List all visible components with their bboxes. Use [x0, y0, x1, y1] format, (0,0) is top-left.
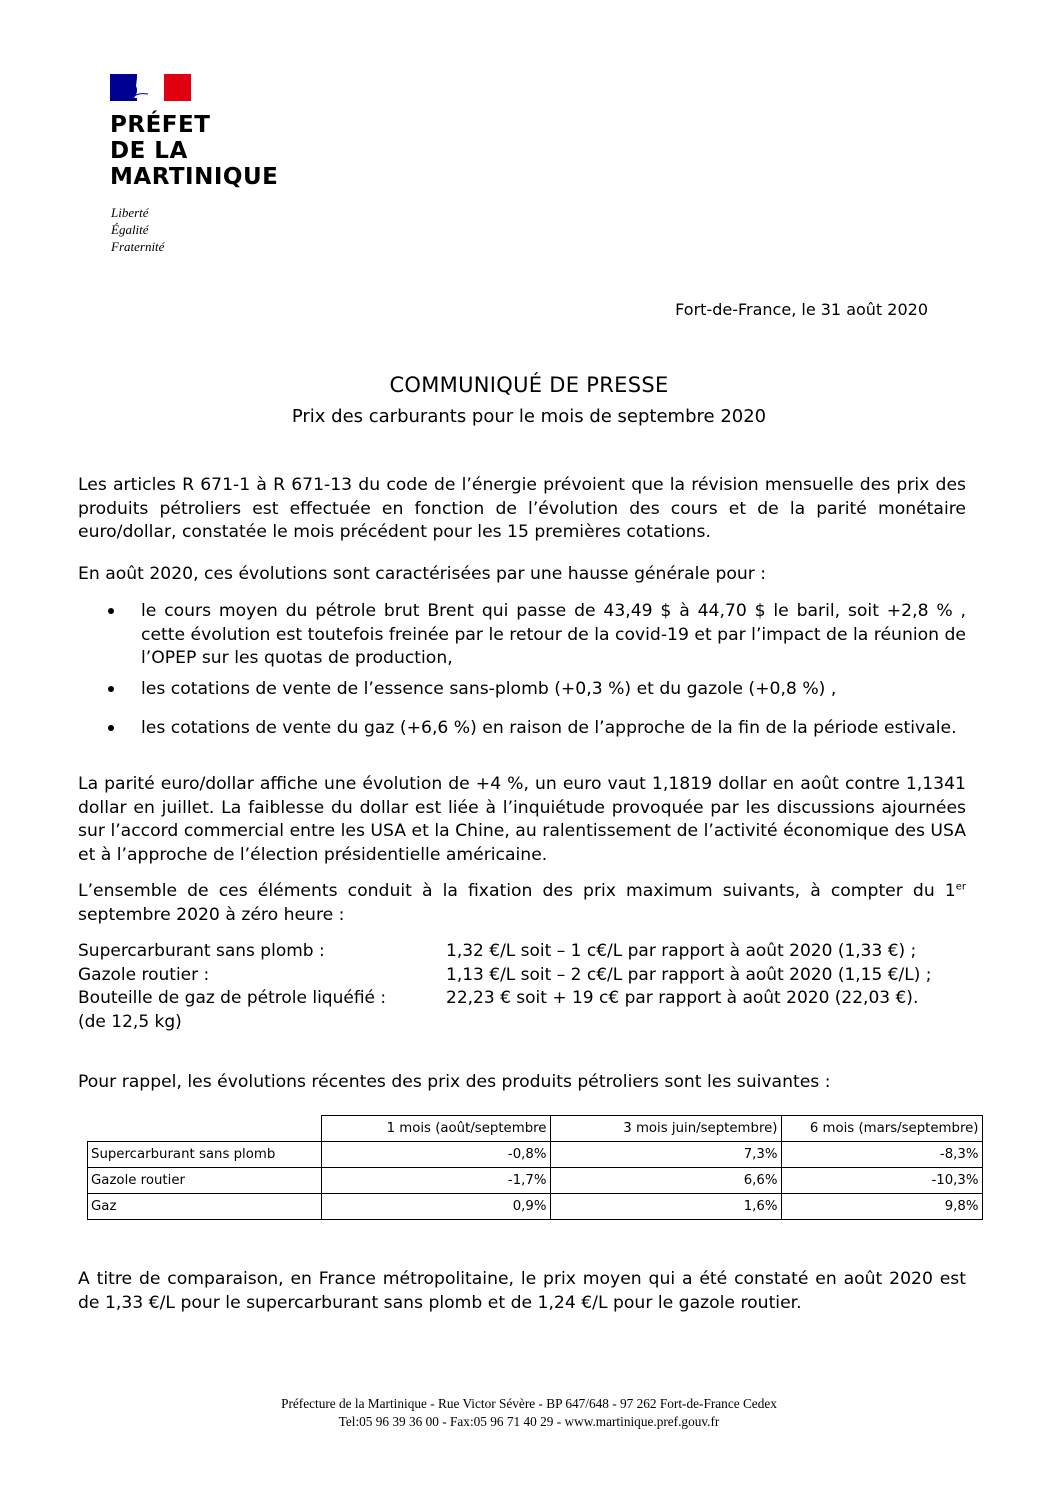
table-cell: 6,6% — [550, 1168, 781, 1194]
price-value — [446, 1011, 978, 1035]
logo-line-2: DE LA — [110, 138, 188, 164]
evolution-bullet-list — [108, 600, 966, 741]
republic-motto — [111, 204, 164, 255]
intro-paragraph: Les articles R 671-1 à R 671-13 du code de l’énergie prévoient que la révision mensuelle des prix des produits pétroliers est effectuée en fonction de l’évolution des cours et de la parité monétaire euro/dollar, constatée le mois précédent pour les 15 premières cotations. — [78, 475, 966, 543]
fixation-superscript: er — [955, 881, 966, 893]
fixation-paragraph — [78, 880, 966, 927]
august-paragraph: En août 2020, ces évolutions sont caractérisées par une hausse générale pour : — [78, 564, 767, 584]
bullet-icon — [108, 686, 114, 692]
page-footer — [0, 1395, 1058, 1431]
table-cell: 9,8% — [781, 1194, 982, 1220]
prefet-logo-text — [110, 112, 278, 190]
bullet-text: les cotations de vente du gaz (+6,6 %) en raison de l’approche de la fin de la période estivale. — [141, 717, 957, 738]
price-list — [78, 940, 978, 1035]
price-label: Supercarburant sans plomb : — [78, 941, 325, 961]
table-row — [88, 1142, 983, 1168]
table-header-cell: 3 mois juin/septembre) — [550, 1116, 781, 1142]
price-row — [78, 940, 978, 964]
motto-egalite: Égalité — [111, 222, 149, 237]
bullet-icon — [108, 608, 114, 614]
fixation-text-end: septembre 2020 à zéro heure : — [78, 904, 345, 925]
motto-fraternite: Fraternité — [111, 239, 165, 254]
price-label: Bouteille de gaz de pétrole liquéfié : — [78, 988, 387, 1009]
price-label: Gazole routier : — [78, 964, 210, 985]
document-title: COMMUNIQUÉ DE PRESSE — [389, 373, 669, 397]
document-subtitle: Prix des carburants pour le mois de septembre 2020 — [291, 406, 767, 427]
price-row — [78, 987, 978, 1011]
table-cell: -8,3% — [781, 1142, 982, 1168]
parity-paragraph: La parité euro/dollar affiche une évolution de +4 %, un euro vaut 1,1819 dollar en août contre 1,1341 dollar en juillet. La faiblesse du dollar est liée à l’inquiétude provoquée par les discussions ajournées sur l’accord commercial entre les USA et la Chine, au ralentissement de l’activité économique des USA et à l’approche de l’élection présidentielle américaine. — [78, 774, 966, 866]
table-cell: 1,6% — [550, 1194, 781, 1220]
bullet-icon — [108, 725, 114, 731]
bullet-text: le cours moyen du pétrole brut Brent qui passe de 43,49 $ à 44,70 $ le baril, soit +2,8 % , cette évolution est toutefois freinée par le retour de la covid-19 et par l’impact de la réunion de l’OPEP sur les quotas de production, — [141, 601, 966, 669]
table-cell: -0,8% — [321, 1142, 550, 1168]
bullet-item-gaz — [108, 717, 966, 741]
bullet-item-brent — [108, 600, 966, 671]
logo-line-1: PRÉFET — [110, 112, 211, 138]
table-cell: -1,7% — [321, 1168, 550, 1194]
table-cell: 0,9% — [321, 1194, 550, 1220]
table-row — [88, 1168, 983, 1194]
table-header-cell: 6 mois (mars/septembre) — [781, 1116, 982, 1142]
footer-address: Préfecture de la Martinique - Rue Victor Sévère - BP 647/648 - 97 262 Fort-de-France Cedex — [281, 1396, 777, 1411]
table-header-row — [88, 1116, 983, 1142]
price-value: 1,13 €/L soit – 2 c€/L par rapport à août 2020 (1,15 €/L) ; — [446, 964, 932, 985]
comparison-paragraph: A titre de comparaison, en France métropolitaine, le prix moyen qui a été constaté en août 2020 est de 1,33 €/L pour le supercarburant sans plomb et de 1,24 €/L pour le gazole routier. — [78, 1269, 966, 1313]
table-row-label: Gazole routier — [88, 1168, 322, 1194]
document-date: Fort-de-France, le 31 août 2020 — [675, 300, 928, 319]
table-row-label: Supercarburant sans plomb — [88, 1142, 322, 1168]
marianne-profile-icon — [128, 74, 158, 101]
price-value: 1,32 €/L soit – 1 c€/L par rapport à août 2020 (1,33 €) ; — [446, 941, 917, 961]
price-evolution-table — [87, 1115, 983, 1220]
table-cell: -10,3% — [781, 1168, 982, 1194]
bullet-item-essence — [108, 678, 966, 702]
republic-flag-logo — [110, 74, 191, 101]
bullet-text: les cotations de vente de l’essence sans-plomb (+0,3 %) et du gazole (+0,8 %) , — [141, 679, 837, 700]
footer-contact: Tel:05 96 39 36 00 - Fax:05 96 71 40 29 - www.martinique.pref.gouv.fr — [338, 1414, 720, 1429]
motto-liberte: Liberté — [111, 205, 149, 220]
table-row-label: Gaz — [88, 1194, 322, 1220]
price-label: (de 12,5 kg) — [78, 1012, 182, 1033]
table-corner-cell — [88, 1116, 322, 1142]
fixation-text: L’ensemble de ces éléments conduit à la fixation des prix maximum suivants, à compter du 1 — [78, 881, 956, 901]
table-row — [88, 1194, 983, 1220]
reminder-paragraph: Pour rappel, les évolutions récentes des prix des produits pétroliers sont les suivantes : — [78, 1072, 831, 1092]
price-value: 22,23 € soit + 19 c€ par rapport à août 2020 (22,03 €). — [446, 988, 919, 1009]
table-header-cell: 1 mois (août/septembre — [321, 1116, 550, 1142]
price-row — [78, 964, 978, 988]
table-cell: 7,3% — [550, 1142, 781, 1168]
price-row — [78, 1011, 978, 1035]
logo-line-3: MARTINIQUE — [110, 164, 279, 190]
